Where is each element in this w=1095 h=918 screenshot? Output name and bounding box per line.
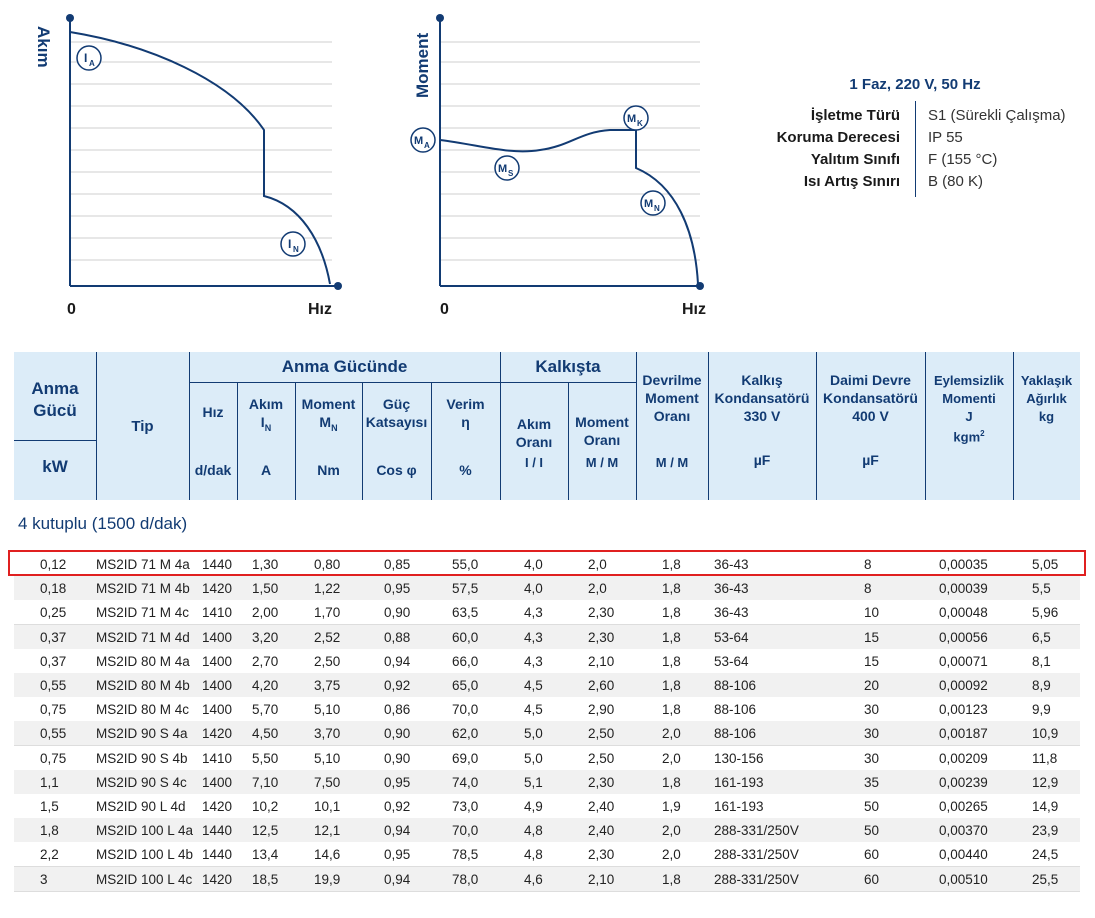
- cell-akim-orani: 4,3: [524, 653, 543, 669]
- y-axis-label: Akım: [34, 26, 53, 68]
- x-axis-label: Hız: [682, 301, 706, 318]
- cell-eylemsizlik-momenti: 0,00056: [939, 629, 988, 645]
- cell-hiz: 1400: [202, 629, 233, 645]
- cell-devrilme-orani: 1,8: [662, 774, 681, 790]
- header-moment-sub: N: [331, 422, 338, 433]
- header-devrilme-moment: Moment: [645, 390, 699, 406]
- cell-verim: 70,0: [452, 823, 479, 839]
- cell-kalkis-kondansatoru: 36-43: [714, 557, 749, 572]
- cell-akim: 4,50: [252, 726, 279, 742]
- table-header: Anma Gücü kW Tip Anma Gücünde Kalkışta Hız d/dak Akım $I_N$ A Moment $M_N$ Nm Güç Katsayısı Cos φ Verim η % Akım Oranı I / I Moment Oranı M / M Devrilme Moment Oranı M / M Kalkış Kondansatörü 330 V µF Daimi Devre Kondansatörü 400 V µF Eylemsizlik Momenti J kgm$^2$ Yaklaşık Ağırlık kg: [14, 352, 1080, 500]
- point-ia: [77, 46, 101, 70]
- cell-moment-orani: 2,30: [588, 774, 615, 790]
- cell-moment: 10,1: [314, 799, 341, 814]
- cell-agirlik: 5,5: [1032, 581, 1051, 597]
- cell-tip: MS2ID 100 L 4a: [96, 823, 194, 839]
- cell-hiz: 1440: [202, 847, 233, 863]
- cell-anma-gucu: 0,37: [40, 629, 67, 645]
- cell-moment: 19,9: [314, 871, 341, 887]
- svg-text:M: M: [627, 113, 637, 125]
- cell-kalkis-kondansatoru: 53-64: [714, 653, 749, 669]
- svg-text:S: S: [508, 169, 514, 178]
- cell-kalkis-kondansatoru: 36-43: [714, 581, 749, 597]
- cell-tip: MS2ID 100 L 4b: [96, 847, 194, 863]
- cell-akim: 5,70: [252, 702, 279, 718]
- cell-daimi-kondansatoru: 30: [864, 750, 880, 766]
- point-ms: [495, 156, 519, 180]
- y-axis-label: Moment: [413, 32, 432, 98]
- cell-tip: MS2ID 80 M 4b: [96, 678, 190, 693]
- cell-moment: 3,75: [314, 678, 341, 693]
- cell-eylemsizlik-momenti: 0,00071: [939, 653, 988, 669]
- cell-hiz: 1420: [202, 871, 233, 887]
- cell-guc-katsayisi: 0,95: [384, 774, 411, 790]
- cell-guc-katsayisi: 0,92: [384, 678, 411, 693]
- cell-eylemsizlik-momenti: 0,00039: [939, 581, 988, 597]
- cell-moment: 7,50: [314, 774, 341, 790]
- cell-kalkis-kondansatoru: 288-331/250V: [714, 847, 799, 863]
- svg-text:I: I: [84, 51, 88, 65]
- spec-key: İşletme Türü: [810, 107, 900, 124]
- cell-eylemsizlik-momenti: 0,00370: [939, 823, 988, 839]
- cell-eylemsizlik-momenti: 0,00265: [939, 799, 988, 814]
- cell-guc-katsayisi: 0,90: [384, 605, 411, 621]
- header-kg: kg: [1038, 409, 1055, 424]
- cell-moment: 14,6: [314, 847, 341, 863]
- cell-moment-orani: 2,90: [588, 702, 615, 718]
- cell-eylemsizlik-momenti: 0,00440: [939, 847, 988, 863]
- cell-eylemsizlik-momenti: 0,00123: [939, 702, 988, 718]
- cell-kalkis-kondansatoru: 88-106: [714, 702, 757, 718]
- cell-akim-orani: 4,0: [524, 581, 543, 597]
- cell-devrilme-orani: 1,8: [662, 871, 681, 887]
- cell-devrilme-orani: 1,8: [662, 581, 681, 597]
- cell-tip: MS2ID 71 M 4d: [96, 629, 190, 645]
- cell-anma-gucu: 0,55: [40, 678, 67, 693]
- header-momenti: Momenti: [942, 391, 996, 406]
- cell-devrilme-orani: 1,8: [662, 629, 681, 645]
- cell-eylemsizlik-momenti: 0,00510: [939, 871, 988, 887]
- cell-agirlik: 25,5: [1032, 871, 1059, 887]
- cell-anma-gucu: 2,2: [40, 847, 59, 863]
- cell-akim: 2,70: [252, 653, 279, 669]
- header-moment-unit: Nm: [317, 462, 340, 478]
- header-kw: kW: [42, 457, 68, 476]
- cell-anma-gucu: 1,1: [40, 774, 59, 790]
- cell-daimi-kondansatoru: 35: [864, 774, 880, 790]
- cell-guc-katsayisi: 0,94: [384, 823, 411, 839]
- cell-moment: 5,10: [314, 750, 341, 766]
- cell-guc-katsayisi: 0,94: [384, 871, 411, 887]
- table-row: [14, 867, 1080, 892]
- header-katsayisi: Katsayısı: [365, 414, 428, 430]
- cell-anma-gucu: 1,5: [40, 799, 59, 814]
- cell-akim-orani: 4,0: [524, 557, 543, 572]
- cell-moment: 0,80: [314, 557, 341, 572]
- header-kgm: kgm: [953, 429, 981, 445]
- header-j: J: [965, 409, 973, 424]
- cell-tip: MS2ID 80 M 4a: [96, 653, 190, 669]
- cell-akim-orani: 4,8: [524, 823, 543, 839]
- cell-moment-orani: 2,30: [588, 605, 615, 621]
- header-yaklasik: Yaklaşık: [1020, 373, 1073, 388]
- point-in: [281, 232, 305, 256]
- cell-hiz: 1420: [202, 581, 233, 597]
- cell-anma-gucu: 0,37: [40, 653, 67, 669]
- cell-akim: 2,00: [252, 605, 279, 621]
- cell-agirlik: 8,9: [1032, 678, 1051, 693]
- header-kalkis: Kalkış: [741, 372, 783, 388]
- header-akim-sub: N: [264, 422, 272, 433]
- cell-eylemsizlik-momenti: 0,00187: [939, 726, 988, 742]
- cell-moment: 2,50: [314, 653, 341, 669]
- table-row: [14, 649, 1080, 674]
- cell-akim-orani: 4,8: [524, 847, 543, 863]
- svg-text:K: K: [637, 119, 643, 128]
- cell-agirlik: 12,9: [1032, 774, 1059, 790]
- cell-moment-orani: 2,0: [588, 581, 607, 597]
- torque-speed-chart: [380, 0, 740, 330]
- cell-tip: MS2ID 71 M 4c: [96, 605, 190, 621]
- spec-value: B (80 K): [928, 173, 984, 190]
- cell-anma-gucu: 0,75: [40, 702, 67, 718]
- header-akim-sym: I: [260, 414, 265, 430]
- table-row: [14, 625, 1080, 650]
- cell-daimi-kondansatoru: 20: [864, 678, 880, 693]
- cell-moment: 1,70: [314, 605, 341, 621]
- header-moment: Moment: [301, 396, 356, 412]
- table-row: [14, 746, 1080, 771]
- spec-key: Isı Artış Sınırı: [803, 173, 900, 190]
- grid-lines: [440, 42, 700, 260]
- cell-akim-orani: 4,5: [524, 702, 543, 718]
- header-kalkis-volt: 330 V: [743, 408, 781, 424]
- cell-verim: 57,5: [452, 581, 479, 597]
- cell-tip: MS2ID 71 M 4b: [96, 581, 190, 597]
- header-verim: Verim: [446, 396, 485, 412]
- cell-moment-orani: 2,50: [588, 750, 615, 766]
- cell-verim: 74,0: [452, 774, 479, 790]
- header-mk-mn: M / M: [655, 455, 689, 470]
- current-speed-chart: [0, 0, 370, 330]
- highlight-box: [8, 550, 1086, 576]
- cell-guc-katsayisi: 0,90: [384, 750, 411, 766]
- cell-verim: 66,0: [452, 653, 479, 669]
- cell-hiz: 1400: [202, 653, 233, 669]
- cell-akim: 5,50: [252, 750, 279, 766]
- cell-akim: 4,20: [252, 678, 279, 693]
- cell-devrilme-orani: 1,9: [662, 799, 681, 814]
- cell-devrilme-orani: 1,8: [662, 678, 681, 693]
- cell-eylemsizlik-momenti: 0,00209: [939, 750, 988, 766]
- point-mk: [624, 106, 648, 130]
- table-row: [14, 770, 1080, 795]
- cell-kalkis-kondansatoru: 130-156: [714, 750, 764, 766]
- header-eylemsizlik: Eylemsizlik: [933, 373, 1005, 388]
- cell-tip: MS2ID 90 S 4c: [96, 774, 187, 790]
- cell-agirlik: 10,9: [1032, 726, 1059, 742]
- header-tip: Tip: [131, 418, 154, 435]
- cell-hiz: 1410: [202, 750, 233, 766]
- svg-text:M: M: [644, 198, 654, 210]
- cell-akim-orani: 4,3: [524, 629, 543, 645]
- header-hiz: Hız: [202, 404, 224, 420]
- cell-kalkis-kondansatoru: 288-331/250V: [714, 823, 799, 839]
- cell-akim: 10,2: [252, 799, 279, 814]
- header-eta: η: [461, 414, 470, 430]
- cell-daimi-kondansatoru: 8: [864, 557, 872, 572]
- cell-agirlik: 23,9: [1032, 823, 1059, 839]
- spec-key: Yalıtım Sınıfı: [810, 151, 900, 168]
- cell-guc-katsayisi: 0,95: [384, 847, 411, 863]
- cell-tip: MS2ID 90 S 4a: [96, 726, 188, 742]
- cell-hiz: 1410: [202, 605, 233, 621]
- cell-anma-gucu: 0,55: [40, 726, 67, 742]
- spec-value: S1 (Sürekli Çalışma): [928, 107, 1066, 124]
- svg-text:M: M: [414, 135, 424, 147]
- cell-verim: 78,0: [452, 871, 479, 887]
- specs-divider: [915, 101, 916, 197]
- cell-verim: 78,5: [452, 847, 479, 863]
- cell-devrilme-orani: 1,8: [662, 605, 681, 621]
- cell-akim: 3,20: [252, 629, 279, 645]
- cell-kalkis-kondansatoru: 161-193: [714, 799, 764, 814]
- cell-agirlik: 5,96: [1032, 605, 1059, 621]
- cell-anma-gucu: 1,8: [40, 823, 59, 839]
- cell-devrilme-orani: 2,0: [662, 726, 681, 742]
- spec-key: Koruma Derecesi: [776, 129, 900, 146]
- cell-hiz: 1440: [202, 823, 233, 839]
- header-ia-in: I / I: [524, 455, 544, 470]
- cell-akim-orani: 4,3: [524, 605, 543, 621]
- header-akim-orani: Akım: [516, 416, 552, 432]
- header-daimi-unit: µF: [862, 452, 879, 468]
- header-hiz-unit: d/dak: [194, 462, 232, 478]
- cell-hiz: 1400: [202, 774, 233, 790]
- cell-anma-gucu: 0,18: [40, 581, 67, 597]
- header-cos-phi: Cos φ: [376, 462, 417, 478]
- cell-akim: 18,5: [252, 871, 279, 887]
- cell-moment-orani: 2,10: [588, 653, 615, 669]
- cell-guc-katsayisi: 0,95: [384, 581, 411, 597]
- cell-hiz: 1400: [202, 678, 233, 693]
- cell-akim: 13,4: [252, 847, 279, 863]
- header-akim-unit: A: [260, 462, 272, 478]
- svg-text:A: A: [424, 141, 430, 150]
- cell-devrilme-orani: 2,0: [662, 847, 681, 863]
- table-row: [14, 842, 1080, 867]
- cell-hiz: 1420: [202, 799, 233, 814]
- specs-title: 1 Faz, 220 V, 50 Hz: [849, 76, 981, 93]
- cell-eylemsizlik-momenti: 0,00035: [939, 557, 988, 572]
- cell-guc-katsayisi: 0,90: [384, 726, 411, 742]
- svg-text:N: N: [654, 204, 660, 213]
- cell-akim-orani: 4,5: [524, 678, 543, 693]
- cell-hiz: 1440: [202, 557, 233, 572]
- table-row: [14, 673, 1080, 698]
- cell-daimi-kondansatoru: 15: [864, 629, 880, 645]
- header-akim: Akım: [248, 396, 284, 412]
- cell-agirlik: 9,9: [1032, 702, 1051, 718]
- header-ma-mn: M / M: [585, 455, 619, 470]
- cell-devrilme-orani: 2,0: [662, 750, 681, 766]
- cell-eylemsizlik-momenti: 0,00239: [939, 774, 988, 790]
- table-row: [14, 818, 1080, 843]
- table-row: [14, 697, 1080, 722]
- cell-hiz: 1420: [202, 726, 233, 742]
- cell-eylemsizlik-momenti: 0,00092: [939, 678, 988, 693]
- cell-anma-gucu: 3: [40, 871, 48, 887]
- cell-kalkis-kondansatoru: 88-106: [714, 678, 757, 693]
- header-anma-gucunde: Anma Gücünde: [281, 357, 408, 376]
- cell-anma-gucu: 0,12: [40, 557, 67, 572]
- x-axis-label: Hız: [308, 301, 332, 318]
- cell-moment-orani: 2,30: [588, 847, 615, 863]
- cell-verim: 69,0: [452, 750, 479, 766]
- cell-tip: MS2ID 80 M 4c: [96, 702, 190, 718]
- cell-agirlik: 8,1: [1032, 653, 1051, 669]
- svg-text:I: I: [288, 237, 292, 251]
- header-kalkis-kondansator: Kondansatörü: [714, 390, 810, 406]
- header-orani: Oranı: [583, 432, 621, 448]
- cell-moment-orani: 2,60: [588, 678, 615, 693]
- header-devrilme: Devrilme: [642, 372, 702, 388]
- header-devrilme-orani: Oranı: [653, 408, 691, 424]
- table-row: [14, 721, 1080, 746]
- cell-anma-gucu: 0,25: [40, 605, 67, 621]
- spec-value: F (155 °C): [928, 151, 998, 168]
- cell-devrilme-orani: 1,8: [662, 653, 681, 669]
- cell-verim: 65,0: [452, 678, 479, 693]
- cell-moment-orani: 2,40: [588, 823, 615, 839]
- svg-text:A: A: [89, 59, 95, 68]
- cell-akim-orani: 5,0: [524, 726, 543, 742]
- cell-akim: 12,5: [252, 823, 279, 839]
- cell-devrilme-orani: 1,8: [662, 557, 681, 572]
- cell-moment-orani: 2,50: [588, 726, 615, 742]
- cell-moment: 2,52: [314, 629, 341, 645]
- cell-tip: MS2ID 71 M 4a: [96, 557, 190, 572]
- table-row: [14, 794, 1080, 819]
- cell-akim-orani: 5,1: [524, 774, 543, 790]
- cell-anma-gucu: 0,75: [40, 750, 67, 766]
- cell-kalkis-kondansatoru: 36-43: [714, 605, 749, 621]
- cell-akim-orani: 4,9: [524, 799, 543, 814]
- cell-daimi-kondansatoru: 10: [864, 605, 880, 621]
- cell-daimi-kondansatoru: 30: [864, 702, 880, 718]
- cell-devrilme-orani: 1,8: [662, 702, 681, 718]
- cell-moment-orani: 2,0: [588, 557, 607, 572]
- cell-kalkis-kondansatoru: 88-106: [714, 726, 757, 742]
- cell-agirlik: 6,5: [1032, 629, 1051, 645]
- origin-label: 0: [67, 301, 76, 318]
- cell-akim: 1,30: [252, 557, 279, 572]
- header-orani: Oranı: [515, 434, 553, 450]
- header-agirlik: Ağırlık: [1026, 391, 1067, 406]
- cell-verim: 62,0: [452, 726, 479, 742]
- cell-akim-orani: 5,0: [524, 750, 543, 766]
- cell-kalkis-kondansatoru: 53-64: [714, 629, 749, 645]
- cell-agirlik: 5,05: [1032, 557, 1059, 572]
- cell-moment-orani: 2,40: [588, 799, 615, 814]
- cell-eylemsizlik-momenti: 0,00048: [939, 605, 988, 621]
- header-guc: Güç: [382, 396, 411, 412]
- cell-guc-katsayisi: 0,88: [384, 629, 411, 645]
- point-mn: [641, 191, 665, 215]
- cell-guc-katsayisi: 0,92: [384, 799, 411, 814]
- cell-daimi-kondansatoru: 60: [864, 847, 880, 863]
- point-ma: [411, 128, 435, 152]
- cell-akim: 1,50: [252, 581, 279, 597]
- cell-daimi-kondansatoru: 50: [864, 799, 880, 814]
- cell-verim: 70,0: [452, 702, 479, 718]
- origin-label: 0: [440, 301, 449, 318]
- cell-daimi-kondansatoru: 30: [864, 726, 880, 742]
- header-kalkista: Kalkışta: [535, 357, 601, 376]
- cell-tip: MS2ID 90 S 4b: [96, 750, 188, 766]
- section-title: 4 kutuplu (1500 d/dak): [18, 514, 188, 533]
- header-moment-orani: Moment: [575, 414, 629, 430]
- cell-daimi-kondansatoru: 8: [864, 581, 872, 597]
- table-row: [14, 600, 1080, 625]
- cell-agirlik: 24,5: [1032, 847, 1059, 863]
- cell-daimi-kondansatoru: 50: [864, 823, 880, 839]
- svg-text:M: M: [498, 163, 508, 175]
- cell-verim: 63,5: [452, 605, 479, 621]
- cell-devrilme-orani: 2,0: [662, 823, 681, 839]
- cell-verim: 55,0: [452, 557, 479, 572]
- header-daimi-kondansator: Kondansatörü: [823, 390, 918, 406]
- cell-daimi-kondansatoru: 15: [864, 653, 880, 669]
- cell-kalkis-kondansatoru: 288-331/250V: [714, 871, 799, 887]
- header-verim-unit: %: [459, 462, 472, 478]
- cell-verim: 73,0: [452, 799, 479, 814]
- svg-text:N: N: [293, 245, 299, 254]
- cell-tip: MS2ID 100 L 4c: [96, 871, 193, 887]
- header-anma-gucu: Anma Gücü: [31, 379, 79, 420]
- cell-guc-katsayisi: 0,85: [384, 557, 411, 572]
- cell-moment-orani: 2,10: [588, 871, 615, 887]
- cell-moment-orani: 2,30: [588, 629, 615, 645]
- spec-value: IP 55: [928, 129, 963, 146]
- cell-hiz: 1400: [202, 702, 233, 718]
- cell-guc-katsayisi: 0,94: [384, 653, 411, 669]
- cell-moment: 1,22: [314, 581, 341, 597]
- cell-guc-katsayisi: 0,86: [384, 702, 411, 718]
- header-daimi-volt: 400 V: [852, 408, 889, 424]
- header-daimi: Daimi Devre: [830, 372, 911, 388]
- cell-moment: 12,1: [314, 823, 341, 839]
- cell-moment: 5,10: [314, 702, 341, 718]
- cell-akim-orani: 4,6: [524, 871, 543, 887]
- cell-moment: 3,70: [314, 726, 341, 742]
- table-row: [14, 576, 1080, 601]
- cell-kalkis-kondansatoru: 161-193: [714, 774, 764, 790]
- cell-verim: 60,0: [452, 629, 479, 645]
- header-moment-sym: M: [319, 414, 332, 430]
- header-kalkis-unit: µF: [753, 452, 771, 468]
- cell-akim: 7,10: [252, 774, 279, 790]
- cell-tip: MS2ID 90 L 4d: [96, 799, 186, 814]
- cell-daimi-kondansatoru: 60: [864, 871, 880, 887]
- cell-agirlik: 14,9: [1032, 799, 1059, 814]
- grid-lines: [70, 42, 332, 260]
- cell-agirlik: 11,8: [1032, 750, 1058, 766]
